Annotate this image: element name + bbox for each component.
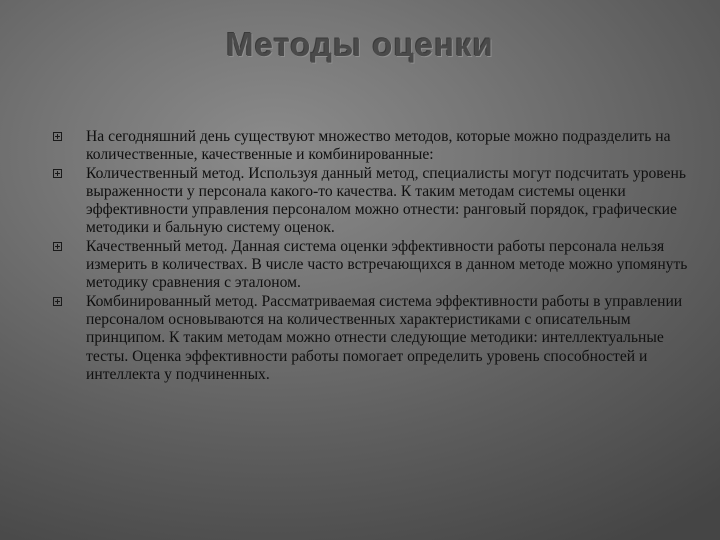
bullet-text: На сегодняшний день существуют множество методов, которые можно подразделить на количественные, качественные и комбинированные: — [86, 128, 671, 164]
bullet-item-quantitative — [52, 165, 692, 238]
bullet-list — [52, 128, 692, 384]
bullet-item-overview — [52, 128, 692, 165]
slide-title: Методы оценки — [226, 26, 494, 63]
bullet-item-qualitative — [52, 238, 692, 293]
bullet-text: Качественный метод. Данная система оценки эффективности работы персонала нельзя измерить в количествах. В числе часто встречающихся в данном методе можно упомянуть методику сравнения с эталоном. — [86, 237, 688, 292]
square-bullet-icon — [53, 169, 62, 178]
bullet-text: Комбинированный метод. Рассматриваемая система эффективности работы в управлении персоналом основываются на количественных характеристиками с описательным принципом. К таким методам можно отнести следующие методики: интеллектуальные тесты. Оценка эффективности работы помогает определить уровень способностей и интеллекта у подчиненных. — [86, 292, 683, 383]
square-bullet-icon — [53, 242, 62, 251]
bullet-text: Количественный метод. Используя данный метод, специалисты могут подсчитать уровень выраженности у персонала какого-то качества. К таким методам системы оценки эффективности управления персоналом можно отнести: ранговый порядок, графические методики и бальную систему оценок. — [86, 164, 686, 237]
bullet-item-combined — [52, 293, 692, 384]
square-bullet-icon — [53, 297, 62, 306]
square-bullet-icon — [53, 132, 62, 141]
